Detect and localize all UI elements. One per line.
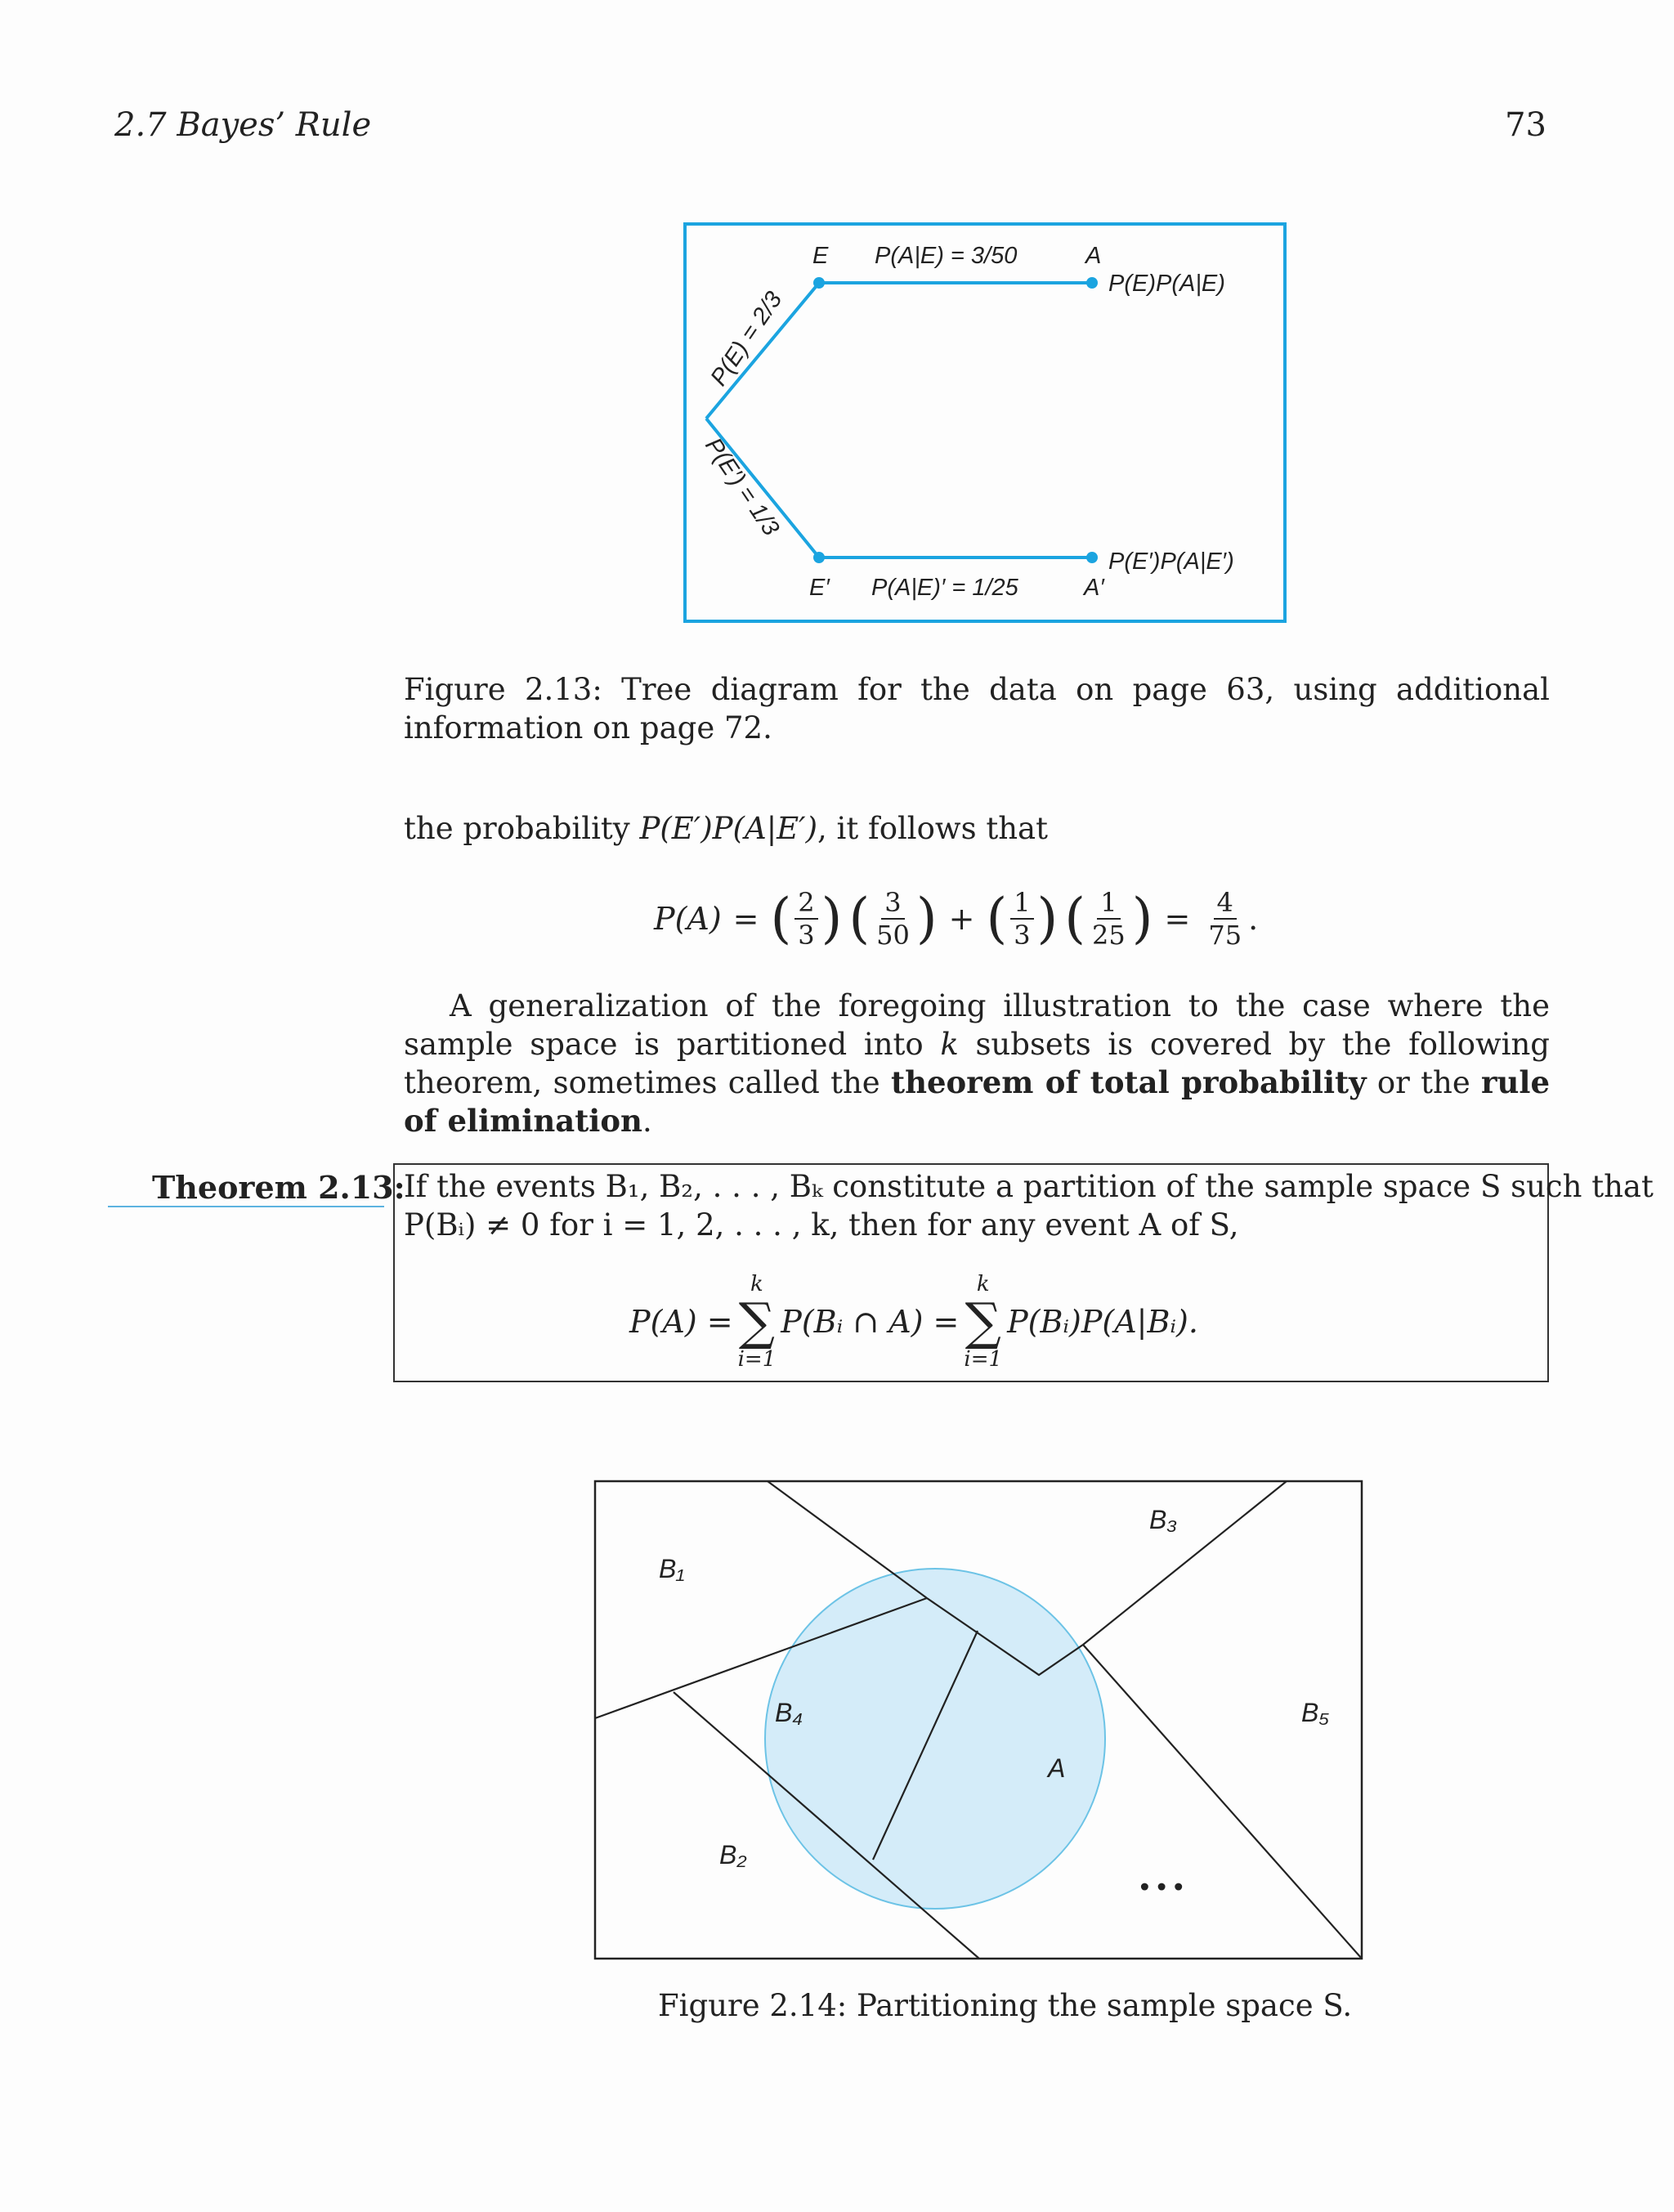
sum-1: k ∑ i=1 <box>737 1272 777 1372</box>
intro-pre: the probability <box>404 811 640 846</box>
label-p-e: P(E) = 2/3 <box>705 287 788 391</box>
term-rule-of-elimination: rule of elimination <box>404 1064 1551 1139</box>
tree-diagram <box>683 222 1287 625</box>
generalization-paragraph: A generalization of the foregoing illustration to the case where the sample space is partitioned into k subsets is covered by the following theorem, sometimes called the theorem of total probability or the rule of elimination. <box>404 988 1551 1139</box>
label-b1: B₁ <box>659 1554 685 1583</box>
eq1-lhs: P(A) <box>654 901 722 937</box>
label-p-a-given-e-prime: P(A|E)′ = 1/25 <box>871 575 1018 601</box>
equation-total-probability: P(A) = ( $\frac{2}{3}$ ) ( $\frac{3}{50}$ ) + ( $\frac{1}{3}$ ) ( $\frac{1}{25}$ ) = $\frac{4}{75}$ . <box>654 887 1259 951</box>
theorem-line-2: P(Bᵢ) ≠ 0 for i = 1, 2, . . . , k, then for any event A of S, <box>404 1207 1239 1243</box>
eq1-equals: = <box>732 901 759 937</box>
label-b3: B₃ <box>1149 1505 1178 1534</box>
formula-lhs: P(A) = <box>629 1304 733 1340</box>
label-outcome-top: P(E)P(A|E) <box>1108 271 1225 297</box>
figure-2-14-caption: Figure 2.14: Partitioning the sample space S. <box>658 1988 1353 2023</box>
intro-expr: P(E′)P(A|E′) <box>639 811 818 846</box>
fraction-1-3: $\frac{1}{3}$ <box>1010 887 1033 951</box>
label-a: A <box>1085 243 1102 269</box>
fraction-2-3: $\frac{2}{3}$ <box>794 887 817 951</box>
theorem-label: Theorem 2.13: <box>152 1169 405 1206</box>
intro-line <box>404 809 1048 848</box>
node-a <box>1086 277 1098 289</box>
label-b2: B₂ <box>719 1840 747 1869</box>
term-total-probability: theorem of total probability <box>890 1064 1367 1100</box>
running-head: 2.7 Bayes’ Rule <box>114 106 372 144</box>
eq1-plus: + <box>948 901 975 937</box>
label-p-a-given-e: P(A|E) = 3/50 <box>875 243 1018 269</box>
theorem-formula <box>629 1269 1198 1375</box>
partition-line-2 <box>768 1481 927 1598</box>
fraction-3-50: $\frac{3}{50}$ <box>876 887 910 951</box>
intro-post: , it follows that <box>817 811 1048 846</box>
formula-term-2: P(Bᵢ)P(A|Bᵢ). <box>1007 1304 1198 1340</box>
node-a-prime <box>1086 552 1098 563</box>
label-b5: B₅ <box>1301 1698 1330 1727</box>
page-number: 73 <box>1505 106 1546 144</box>
node-e <box>813 277 825 289</box>
eq1-equals-2: = <box>1164 901 1191 937</box>
formula-term-1: P(Bᵢ ∩ A) = <box>781 1304 960 1340</box>
figure-2-13-caption: Figure 2.13: Tree diagram for the data on page 63, using additional information on page 72. <box>404 672 1550 746</box>
label-outcome-bottom: P(E′)P(A|E′) <box>1108 549 1234 575</box>
fraction-4-75: $\frac{4}{75}$ <box>1208 887 1242 951</box>
label-p-e-prime: P(E′) = 1/3 <box>700 433 785 541</box>
partition-line-6 <box>1083 1645 1362 1959</box>
fraction-1-25: $\frac{1}{25}$ <box>1092 887 1126 951</box>
label-b4: B₄ <box>775 1698 803 1727</box>
partition-diagram <box>593 1471 1363 1962</box>
label-a-prime: A′ <box>1084 575 1104 601</box>
theorem-label-underline <box>108 1206 384 1207</box>
node-e-prime <box>813 552 825 563</box>
event-a-circle <box>765 1569 1105 1909</box>
sum-2: k ∑ i=1 <box>964 1272 1003 1372</box>
ellipsis: ... <box>1138 1854 1189 1900</box>
label-e: E <box>812 243 829 269</box>
label-e-prime: E′ <box>809 575 830 601</box>
label-a-region: A <box>1048 1753 1066 1783</box>
theorem-line-1: If the events B₁, B₂, . . . , Bₖ constitute a partition of the sample space S such that <box>404 1169 1654 1204</box>
